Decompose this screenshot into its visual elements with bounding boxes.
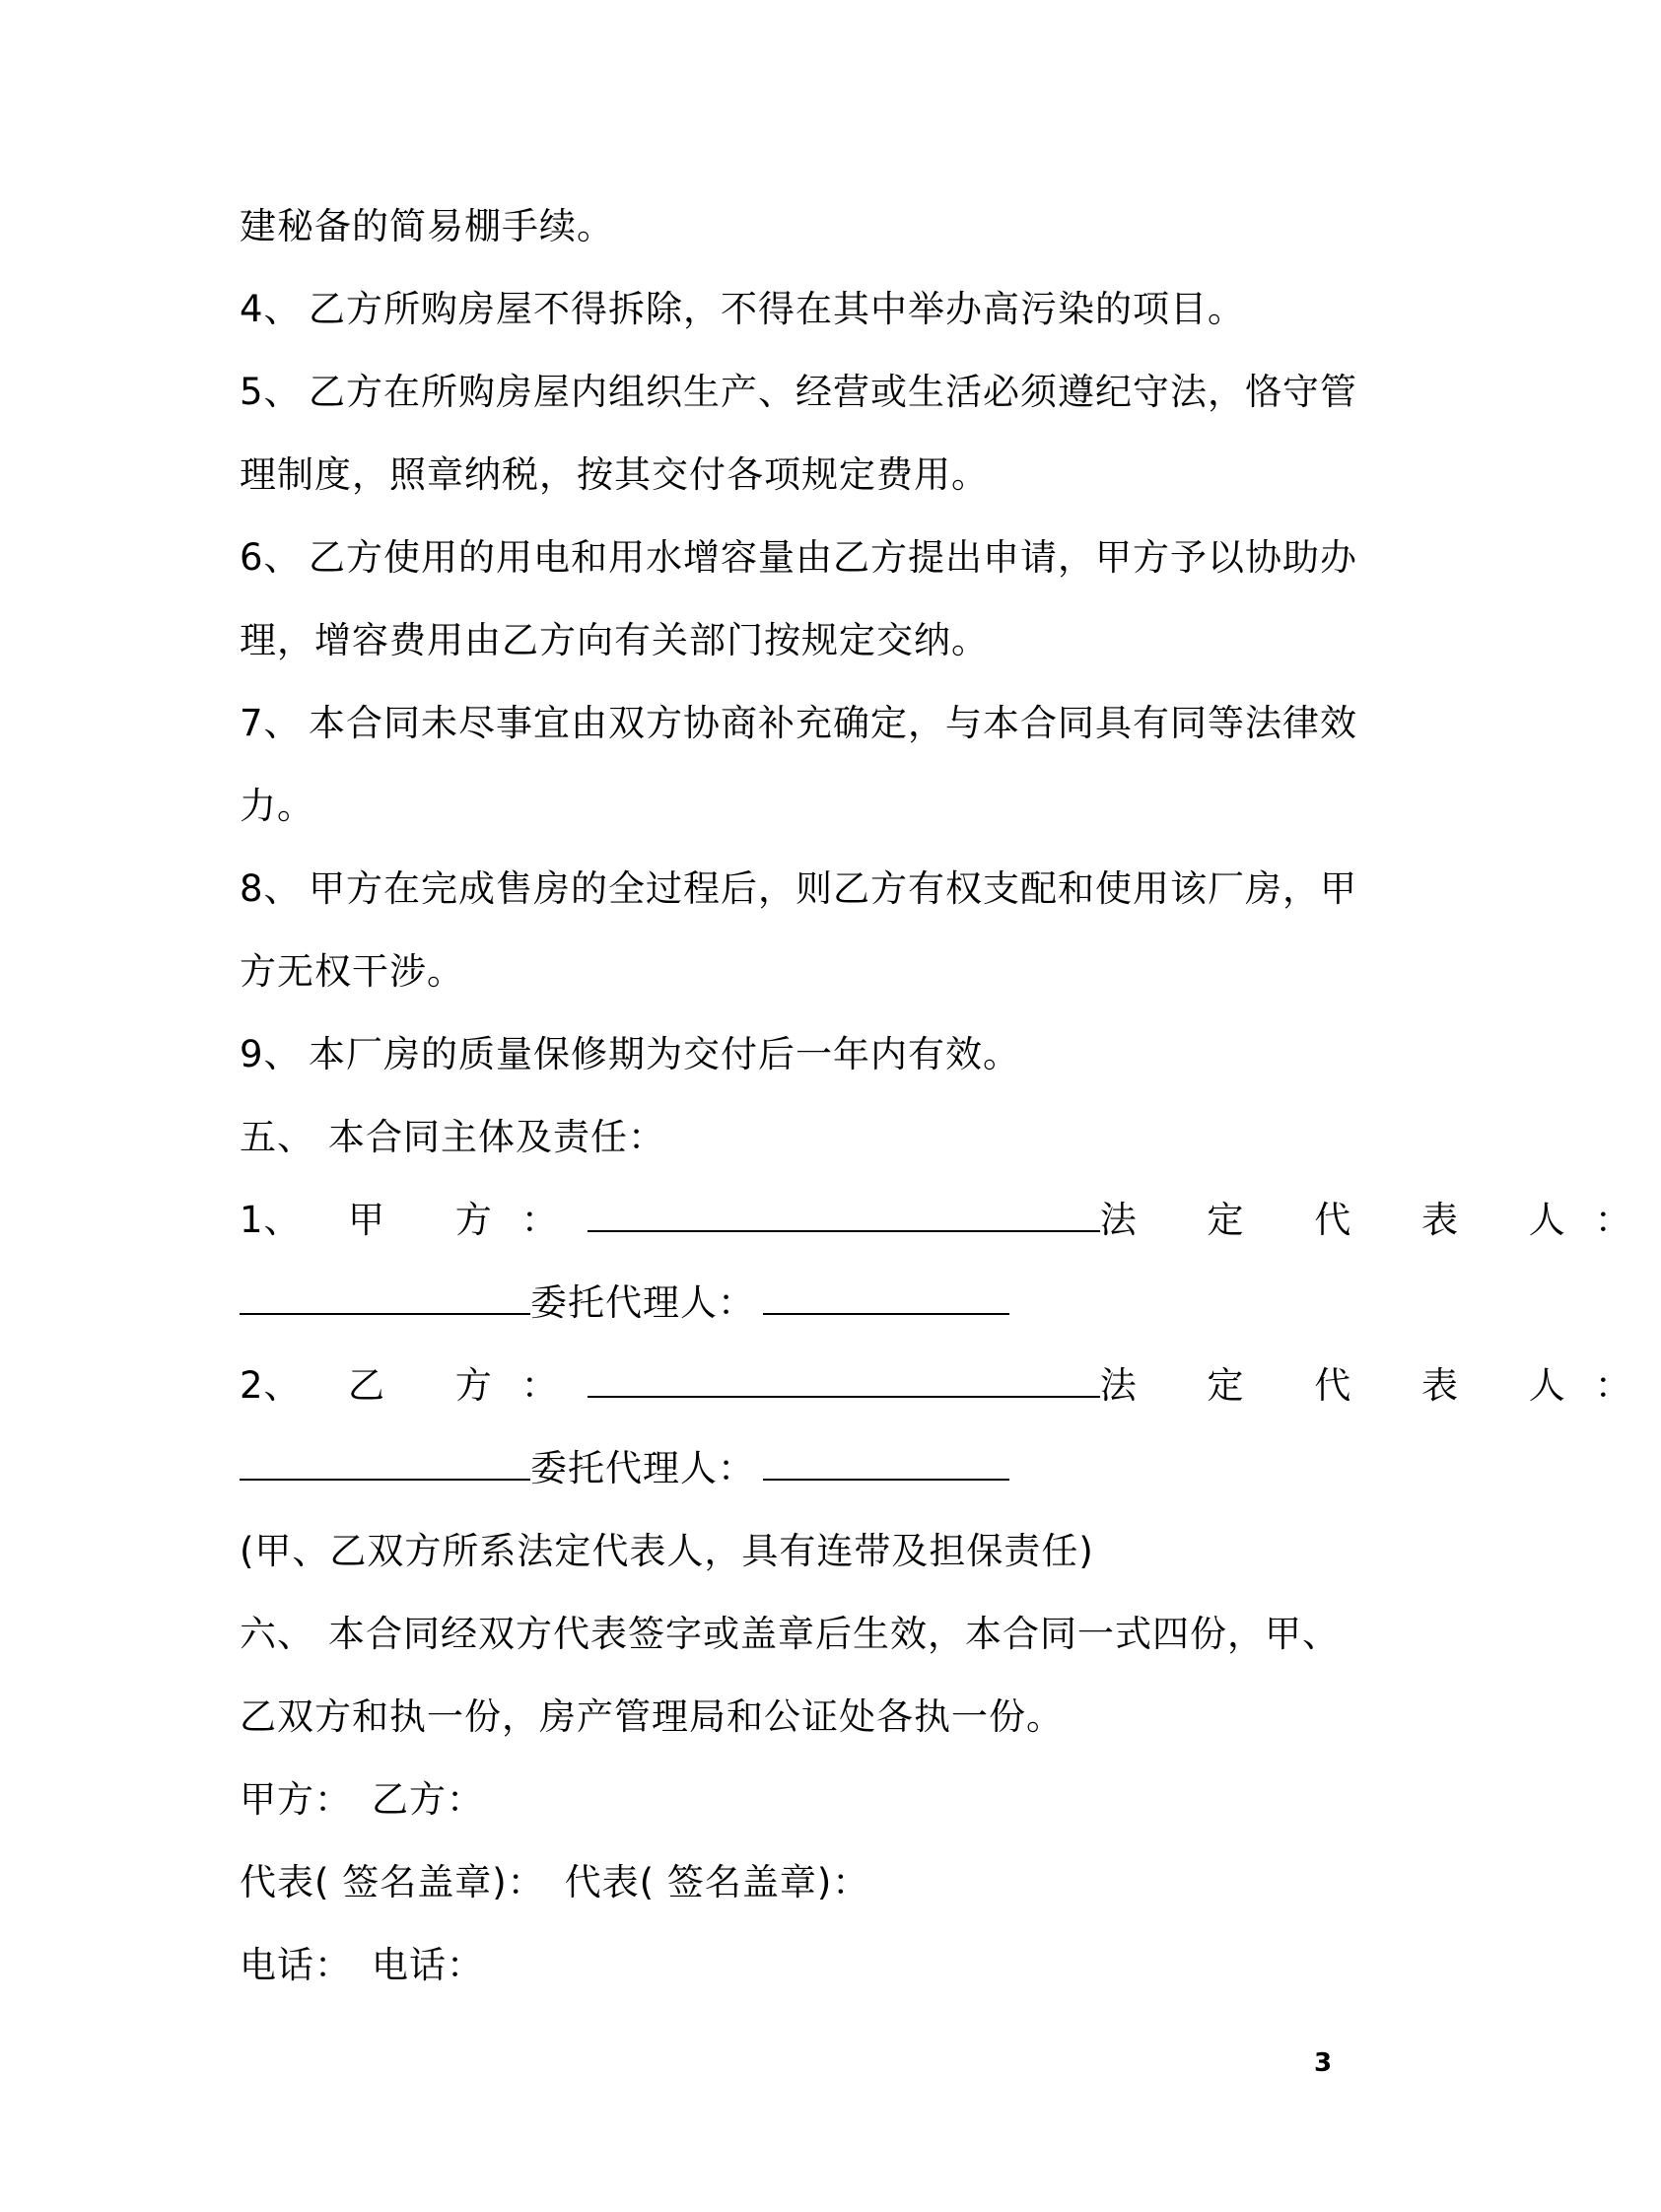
- party-a-agent-row: [240, 1279, 1334, 1327]
- clause-text: 乙方在所购房屋内组织生产、经营或生活必须遵纪守法，恪守管: [309, 371, 1357, 413]
- party-b-blank: [588, 1366, 1100, 1398]
- clause-number: 7、: [240, 702, 302, 744]
- text-line: [240, 1694, 1334, 1741]
- clause-number: 6、: [240, 536, 302, 579]
- section-number: 五、: [240, 1116, 314, 1158]
- legal-rep-blank: [240, 1449, 530, 1481]
- party-b-sign-label: 乙方：: [372, 1778, 484, 1821]
- party-a-blank: [588, 1201, 1100, 1232]
- legal-rep-label: 法 定 代 表 人：: [1099, 1364, 1661, 1407]
- clause-text: 本厂房的质量保修期为交付后一年内有效。: [309, 1033, 1020, 1075]
- agent-blank: [763, 1449, 1009, 1481]
- party-b-row: [240, 1362, 1661, 1410]
- signature-rep-row: [240, 1859, 1334, 1906]
- clause-text: 乙方所购房屋不得拆除，不得在其中举办高污染的项目。: [309, 288, 1245, 330]
- clause-7: [240, 700, 1357, 747]
- party-a-label: 甲 方：: [348, 1199, 588, 1241]
- clause-number: 4、: [240, 288, 302, 330]
- section-number: 六、: [240, 1613, 314, 1655]
- line-text: 力。: [240, 785, 314, 827]
- party-a-phone-label: 电话：: [240, 1944, 352, 1986]
- party-b-rep-label: 代表( 签名盖章)：: [564, 1861, 870, 1903]
- line-text: (甲、乙双方所系法定代表人，具有连带及担保责任): [240, 1530, 1094, 1572]
- line-text: 建秘备的简易棚手续。: [240, 205, 614, 247]
- text-line: [240, 1528, 1334, 1575]
- party-b-agent-row: [240, 1445, 1334, 1492]
- section-6: [240, 1611, 1340, 1658]
- agent-label: 委托代理人：: [530, 1281, 755, 1324]
- agent-label: 委托代理人：: [530, 1447, 755, 1489]
- page-number: 3: [1314, 2048, 1333, 2078]
- clause-8: [240, 865, 1357, 913]
- clause-9: [240, 1031, 1334, 1078]
- party-a-row: [240, 1197, 1661, 1244]
- legal-rep-label: 法 定 代 表 人：: [1099, 1199, 1661, 1241]
- text-line: [240, 617, 1334, 664]
- text-line: [240, 948, 1334, 996]
- clause-text: 本合同未尽事宜由双方协商补充确定，与本合同具有同等法律效: [309, 702, 1357, 744]
- line-text: 理，增容费用由乙方向有关部门按规定交纳。: [240, 619, 989, 661]
- clause-text: 乙方使用的用电和用水增容量由乙方提出申请，甲方予以协助办: [309, 536, 1357, 579]
- clause-number: 8、: [240, 867, 302, 910]
- clause-number: 5、: [240, 371, 302, 413]
- clause-5: [240, 369, 1357, 416]
- party-a-rep-label: 代表( 签名盖章)：: [240, 1861, 545, 1903]
- party-b-phone-label: 电话：: [372, 1944, 484, 1986]
- signature-parties-row: [240, 1776, 1334, 1824]
- line-text: 方无权干涉。: [240, 950, 464, 993]
- section-text: 本合同经双方代表签字或盖章后生效，本合同一式四份，甲、: [328, 1613, 1340, 1655]
- party-a-sign-label: 甲方：: [240, 1778, 352, 1821]
- clause-4: [240, 286, 1334, 333]
- signature-phone-row: [240, 1942, 1334, 1989]
- clause-6: [240, 534, 1357, 582]
- agent-blank: [763, 1283, 1009, 1315]
- text-line: [240, 203, 1334, 250]
- text-line: [240, 451, 1334, 499]
- legal-rep-blank: [240, 1283, 530, 1315]
- clause-text: 甲方在完成售房的全过程后，则乙方有权支配和使用该厂房，甲: [309, 867, 1357, 910]
- text-line: [240, 783, 1334, 830]
- line-text: 理制度，照章纳税，按其交付各项规定费用。: [240, 453, 989, 496]
- section-title: 本合同主体及责任：: [328, 1116, 665, 1158]
- line-text: 乙双方和执一份，房产管理局和公证处各执一份。: [240, 1695, 1064, 1738]
- clause-number: 1、: [240, 1199, 302, 1241]
- party-b-label: 乙 方：: [348, 1364, 588, 1407]
- clause-number: 9、: [240, 1033, 302, 1075]
- section-5-heading: [240, 1114, 1334, 1161]
- clause-number: 2、: [240, 1364, 302, 1407]
